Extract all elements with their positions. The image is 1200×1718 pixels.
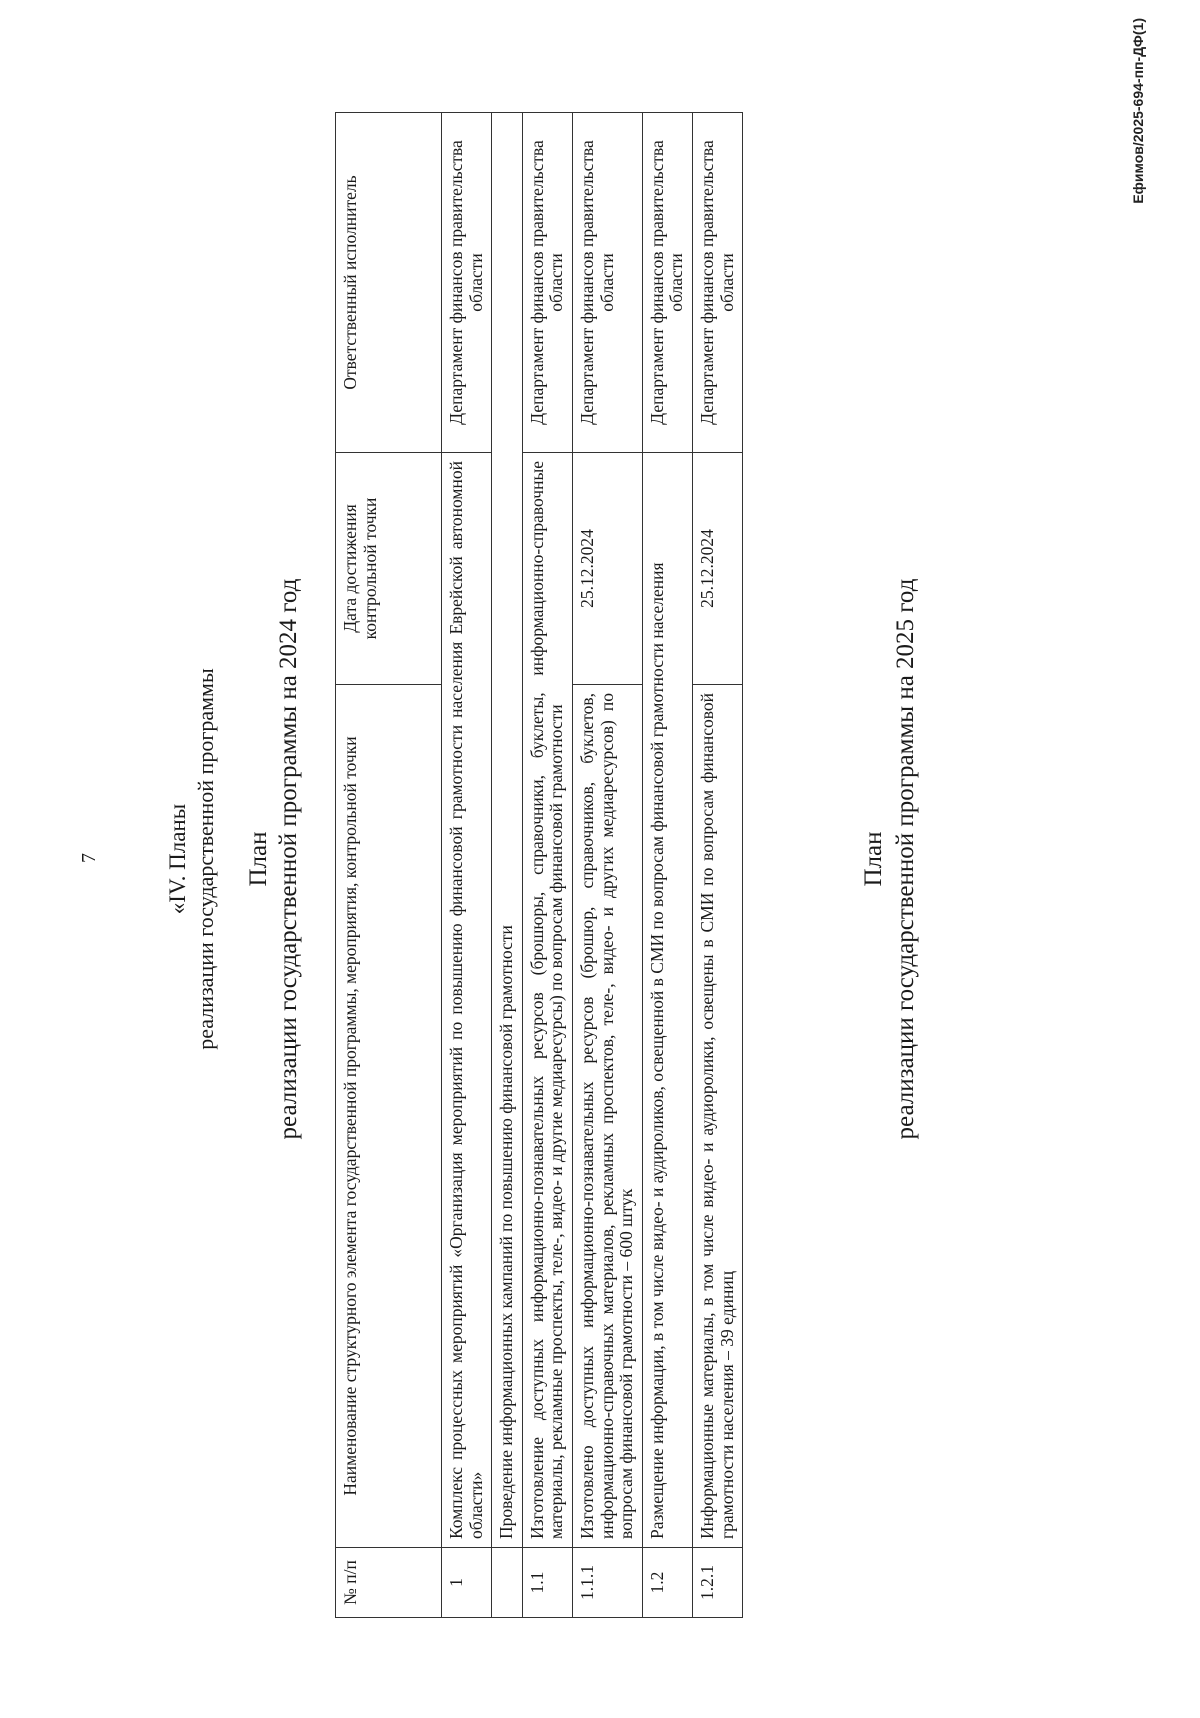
row-num — [492, 1548, 523, 1618]
table-row — [572, 113, 642, 1618]
row-resp: Департамент финансов правительства области — [642, 113, 692, 453]
plan-2025-subtitle: реализации государственной программы на 2025 год — [892, 578, 919, 1140]
row-num: 1.1.1 — [572, 1548, 642, 1618]
row-num: 1 — [442, 1548, 492, 1618]
row-date: 25.12.2024 — [572, 453, 642, 685]
table-row — [442, 113, 492, 1618]
table-header-row — [336, 113, 442, 1618]
row-num: 1.1 — [522, 1548, 572, 1618]
row-date: 25.12.2024 — [692, 453, 742, 685]
plan-2024-title: План — [245, 831, 272, 887]
section-subtitle: реализации государственной программы — [193, 668, 218, 1050]
section-title: «IV. Планы — [165, 803, 190, 915]
row-num: 1.2 — [642, 1548, 692, 1618]
page-number: 7 — [78, 853, 100, 863]
row-name: Комплекс процессных мероприятий «Организация мероприятий по повышению финансовой грамотности населения Еврейской автономной области» — [442, 453, 492, 1548]
table-row — [692, 113, 742, 1618]
header-date: Дата достижения контрольной точки — [336, 453, 442, 685]
row-name: Размещение информации, в том числе видео- и аудироликов, освещенной в СМИ по вопросам финансовой грамотности населения — [642, 453, 692, 1548]
row-resp: Департамент финансов правительства области — [522, 113, 572, 453]
row-resp: Департамент финансов правительства области — [572, 113, 642, 453]
row-name: Проведение информационных кампаний по повышению финансовой грамотности — [492, 113, 523, 1548]
header-resp: Ответственный исполнитель — [336, 113, 442, 453]
table-row — [642, 113, 692, 1618]
plan-2024-subtitle: реализации государственной программы на 2024 год — [275, 578, 302, 1140]
plan-table — [335, 112, 743, 1618]
table-row — [492, 113, 523, 1618]
row-name: Изготовление доступных информационно-познавательных ресурсов (брошюры, справочники, буклеты, информационно-справочные материалы, рекламные проспекты, теле-, видео- и другие медиаресурсы) по вопросам финансовой грамотности — [522, 453, 572, 1548]
row-resp: Департамент финансов правительства области — [442, 113, 492, 453]
document-id: Ефимов/2025-694-пп-ДФ(1) — [1130, 18, 1146, 204]
row-name: Изготовлено доступных информационно-познавательных ресурсов (брошюр, справочников, буклетов, информационно-справочных материалов, рекламных проспектов, теле-, видео- и других медиаресурсов) по вопросам финансовой грамотности – 600 штук — [572, 685, 642, 1548]
header-num: № п/п — [336, 1548, 442, 1618]
row-num: 1.2.1 — [692, 1548, 742, 1618]
plan-2025-title: План — [860, 831, 887, 887]
table-row — [522, 113, 572, 1618]
row-name: Информационные материалы, в том числе видео- и аудиоролики, освещены в СМИ по вопросам финансовой грамотности населения – 39 единиц — [692, 685, 742, 1548]
row-resp: Департамент финансов правительства области — [692, 113, 742, 453]
header-name: Наименование структурного элемента государственной программы, мероприятия, контрольной точки — [336, 685, 442, 1548]
